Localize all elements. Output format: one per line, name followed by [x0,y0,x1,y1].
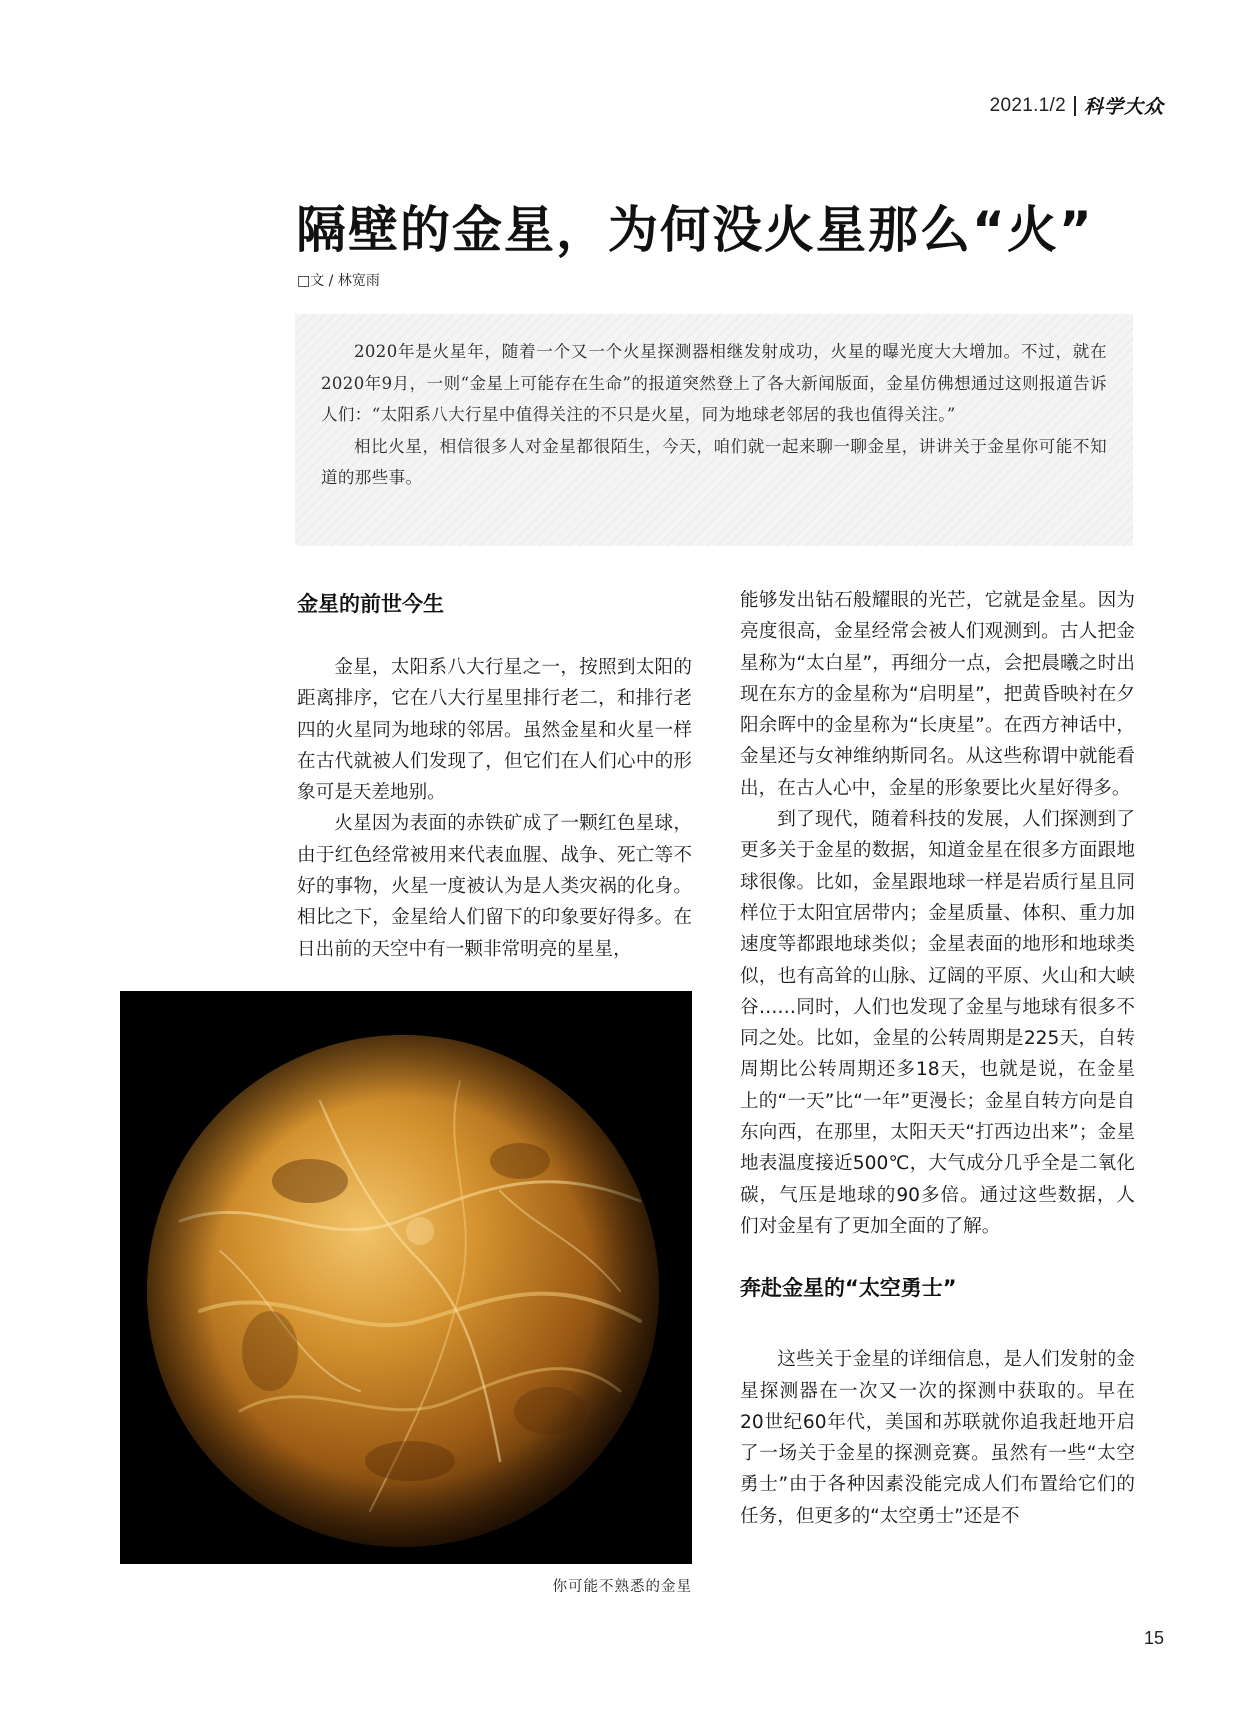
body-paragraph: 这些关于金星的详细信息，是人们发射的金星探测器在一次又一次的探测中获取的。早在20世纪60年代，美国和苏联就你追我赶地开启了一场关于金星的探测竞赛。虽然有一些“太空勇士”由于各种因素没能完成人们布置给它们的任务，但更多的“太空勇士”还是不 [740,1349,1135,1527]
body-paragraph-continued: 能够发出钻石般耀眼的光芒，它就是金星。因为亮度很高，金星经常会被人们观测到。古人把金星称为“太白星”，再细分一点，会把晨曦之时出现在东方的金星称为“启明星”，把黄昏映衬在夕阳余晖中的金星称为“长庚星”。在西方神话中，金星还与女神维纳斯同名。从这些称谓中就能看出，在古人心中，金星的形象要比火星好得多。 [740,590,1135,799]
article-title: 隔壁的金星，为何没火星那么“火” [296,201,1094,259]
body-paragraph: 火星因为表面的赤铁矿成了一颗红色星球，由于红色经常被用来代表血腥、战争、死亡等不好的事物，火星一度被认为是人类灾祸的化身。相比之下，金星给人们留下的印象要好得多。在日出前的天空中有一颗非常明亮的星星， [297,813,692,960]
byline: □文 / 林宽雨 [297,273,380,289]
abstract-paragraph: 2020年是火星年，随着一个又一个火星探测器相继发射成功，火星的曝光度大大增加。不过，就在2020年9月，一则“金星上可能存在生命”的报道突然登上了各大新闻版面，金星仿佛想通过这则报道告诉人们：“太阳系八大行星中值得关注的不只是火星，同为地球老邻居的我也值得关注。” [321,342,1107,424]
page-header [990,92,1164,119]
issue-date: 2021.1/2 [989,94,1066,116]
left-column [297,588,692,965]
page-number: 15 [1143,1628,1164,1648]
section-heading: 金星的前世今生 [297,592,444,616]
venus-planet-graphic [120,991,692,1564]
venus-image [120,991,692,1564]
abstract-paragraph: 相比火星，相信很多人对金星都很陌生，今天，咱们就一起来聊一聊金星，讲讲关于金星你可能不知道的那些事。 [321,436,1107,487]
section-heading: 奔赴金星的“太空勇士” [740,1276,957,1301]
body-paragraph: 金星，太阳系八大行星之一，按照到太阳的距离排序，它在八大行星里排行老二，和排行老四的火星同为地球的邻居。虽然金星和火星一样在古代就被人们发现了，但它们在人们心中的形象可是天差地别。 [297,657,692,804]
abstract-box [295,314,1133,546]
figure-caption: 你可能不熟悉的金星 [552,1579,692,1595]
header-divider [1074,96,1076,116]
right-column [740,585,1135,1532]
body-paragraph: 到了现代，随着科技的发展，人们探测到了更多关于金星的数据，知道金星在很多方面跟地球很像。比如，金星跟地球一样是岩质行星且同样位于太阳宜居带内；金星质量、体积、重力加速度等都跟地球类似；金星表面的地形和地球类似，也有高耸的山脉、辽阔的平原、火山和大峡谷……同时，人们也发现了金星与地球有很多不同之处。比如，金星的公转周期是225天，自转周期比公转周期还多18天，也就是说，在金星上的“一天”比“一年”更漫长；金星自转方向是自东向西，在那里，太阳天天“打西边出来”；金星地表温度接近500℃，大气成分几乎全是二氧化碳，气压是地球的90多倍。通过这些数据，人们对金星有了更加全面的了解。 [740,809,1135,1237]
magazine-logo: 科学大众 [1083,96,1164,118]
